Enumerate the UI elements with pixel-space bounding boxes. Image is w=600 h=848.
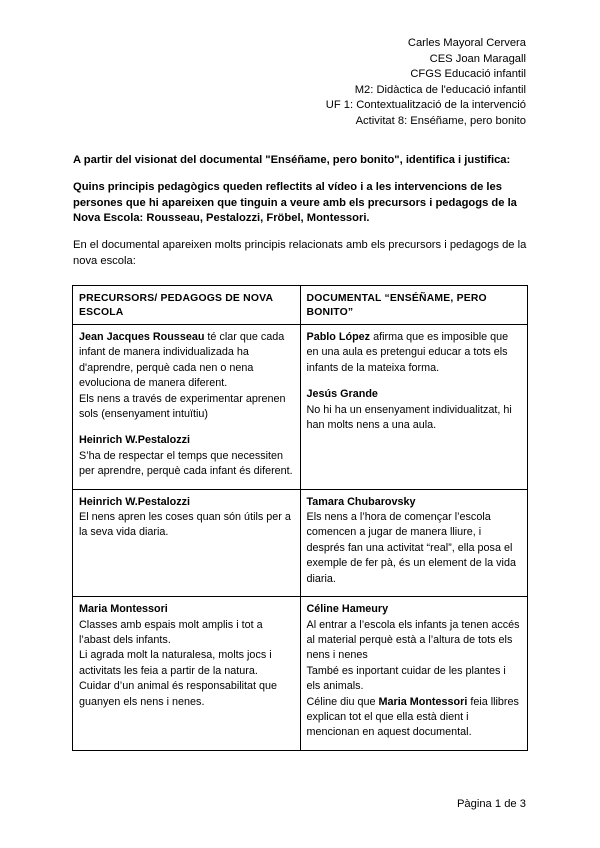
activity-name: Activitat 8: Enséñame, pero bonito xyxy=(355,114,526,127)
cell-text: Cuidar d’un animal és responsabilitat que guanyen els nens i nenes. xyxy=(79,680,278,708)
person-name: Céline Hameury xyxy=(306,603,389,616)
cell-text: Li agrada molt la naturalesa, molts jocs i activitats les feia a partir de la natura. xyxy=(79,649,272,677)
table-cell xyxy=(73,325,301,490)
table-cell xyxy=(300,597,528,751)
column-header-documental: DOCUMENTAL “ENSÉÑAME, PERO BONITO” xyxy=(300,286,528,325)
page-number: Pàgina 1 de 3 xyxy=(456,798,526,810)
table-row xyxy=(73,325,528,490)
table-row xyxy=(73,597,528,751)
unit-name: UF 1: Contextualització de la intervenció xyxy=(325,99,526,112)
document-header xyxy=(326,36,526,130)
cell-paragraph xyxy=(307,695,522,741)
cell-text: També es inportant cuidar de les plantes i els animals. xyxy=(306,664,506,693)
pedagog-name: Maria Montessori xyxy=(378,695,468,708)
comparison-table xyxy=(72,285,528,751)
question-1: A partir del visionat del documental "Enséñame, pero bonito", identifica i justifica: xyxy=(73,154,511,166)
cell-text: Els nens a través de experimentar aprenen sols (ensenyament intuïtiu) xyxy=(79,392,286,421)
cell-text: Els nens a l’hora de començar l’escola comencen a jugar de manera lliure, i després fan una activitat “real”, ella posa el exemple de fer pà, és un element de la vida diaria. xyxy=(306,511,516,585)
cell-text: feia llibres explican tot el que ella està dient i mencionan en aquest documental. xyxy=(306,695,519,739)
person-name: Jesús Grande xyxy=(306,388,378,401)
table-cell xyxy=(73,597,301,751)
table-cell xyxy=(300,325,528,490)
table-row xyxy=(73,489,528,596)
pedagog-name: Maria Montessori xyxy=(79,603,168,616)
cell-text: té clar que cada infant de manera individualizada ha d'aprendre, perquè cada nen o nena evoluciona de manera diferent. xyxy=(79,331,285,390)
cell-text: afirma que es imposible que en una aula es pretengui educar a tots els infants de la mateixa forma. xyxy=(306,331,509,374)
cell-text: Classes amb espais molt amplis i tot a l’abast dels infants. xyxy=(79,618,263,646)
author-name: Carles Mayoral Cervera xyxy=(407,37,526,49)
table-header-row xyxy=(73,286,528,325)
course-name: CFGS Educació infantil xyxy=(410,68,526,81)
pedagog-name: Heinrich W.Pestalozzi xyxy=(79,434,190,447)
cell-text: Céline diu que xyxy=(306,695,379,708)
cell-paragraph xyxy=(79,330,294,392)
table-cell xyxy=(300,489,528,596)
person-name: Tamara Chubarovsky xyxy=(306,495,416,508)
person-name: Pablo López xyxy=(306,331,371,343)
module-name: M2: Didàctica de l'educació infantil xyxy=(354,83,526,96)
cell-paragraph xyxy=(307,330,522,376)
pedagog-name: Heinrich W.Pestalozzi xyxy=(79,495,190,508)
pedagog-name: Jean Jacques Rousseau xyxy=(79,331,205,343)
cell-text: No hi ha un ensenyament individualitzat, hi han molts nens a una aula. xyxy=(306,403,512,432)
cell-text: S’ha de respectar el temps que necessiten per aprendre, perquè cada infant és diferent. xyxy=(79,449,293,478)
cell-text: Al entrar a l’escola els infants ja tenen accés al material perquè està a l’altura de tots els nens i nenes xyxy=(306,618,520,662)
intro-paragraph: En el documental apareixen molts principis relacionats amb els precursors i pedagogs de la nova escola: xyxy=(73,239,527,267)
school-name: CES Joan Maragall xyxy=(429,52,526,65)
question-2: Quins principis pedagògics queden reflectits al vídeo i a les intervencions de les persones que hi apareixen que tinguin a veure amb els precursors i pedagogs de la Nova Escola: Rousseau, Pestalozzi, Fröbel, Montessori. xyxy=(73,181,517,224)
column-header-precursors: PRECURSORS/ PEDAGOGS DE NOVA ESCOLA xyxy=(73,286,301,325)
cell-text: El nens apren les coses quan són útils per a la seva vida diaria. xyxy=(79,511,291,539)
table-cell xyxy=(73,489,301,596)
